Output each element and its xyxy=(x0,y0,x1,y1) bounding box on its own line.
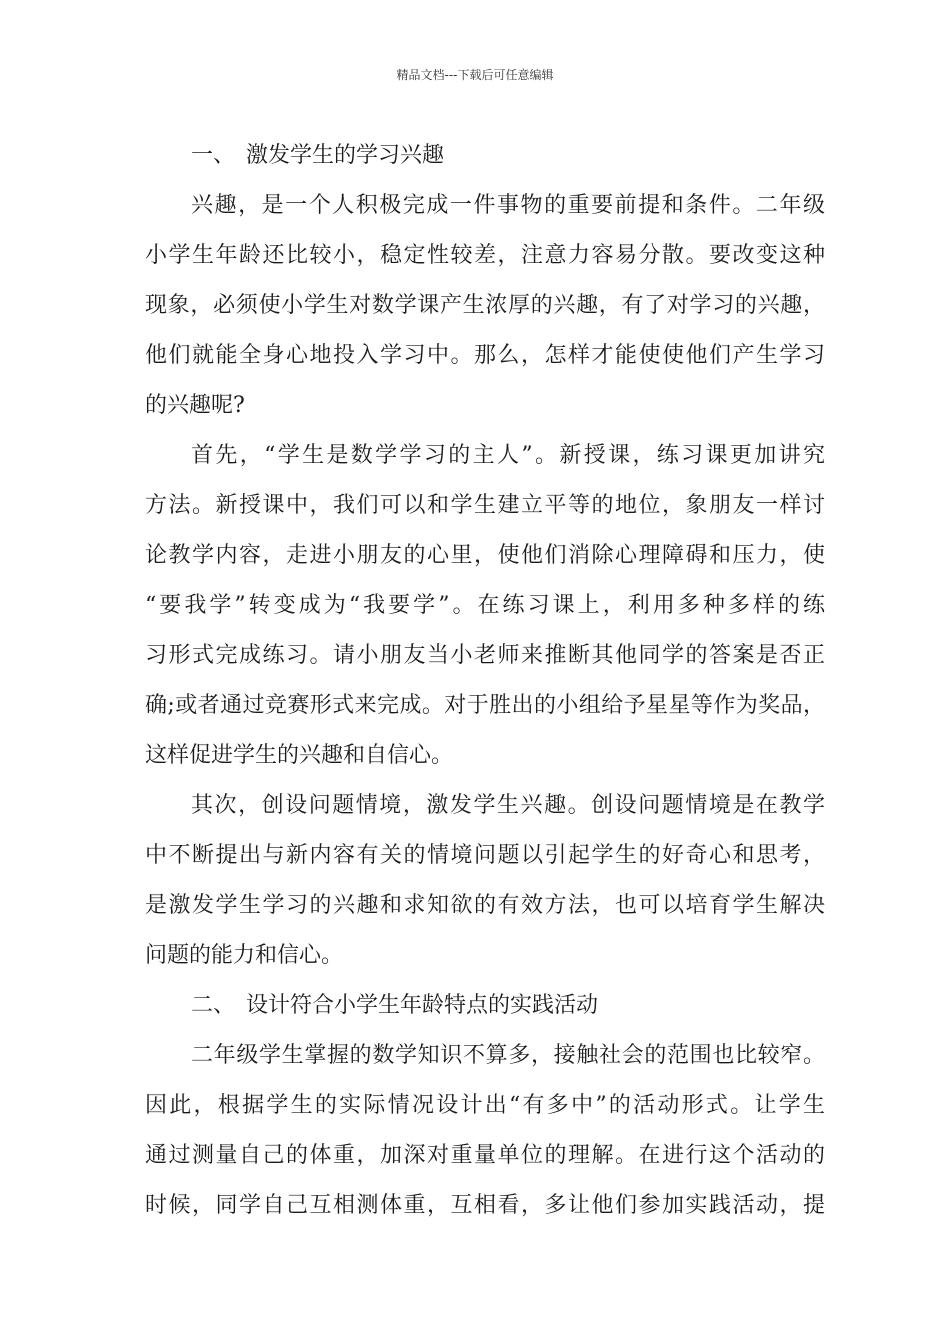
paragraph-line: 他们就能全身心地投入学习中。那么，怎样才能使使他们产生学习 xyxy=(145,343,825,368)
paragraph-line: 论教学内容，走进小朋友的心里，使他们消除心理障碍和压力，使 xyxy=(145,543,825,568)
paragraph-line: 首先，“学生是数学学习的主人”。新授课，练习课更加讲究 xyxy=(191,443,825,468)
paragraph-line: 中不断提出与新内容有关的情境问题以引起学生的好奇心和思考， xyxy=(145,843,825,868)
paragraph-line: 因此，根据学生的实际情况设计出“有多中”的活动形式。让学生 xyxy=(145,1093,825,1118)
section-heading xyxy=(145,131,825,181)
heading-number: 二、 xyxy=(191,993,236,1018)
paragraph-line: 通过测量自己的体重，加深对重量单位的理解。在进行这个活动的 xyxy=(145,1143,825,1168)
page-header: 精品文档---下载后可任意编辑 xyxy=(396,68,554,82)
paragraph-line: 时候，同学自己互相测体重，互相看，多让他们参加实践活动，提 xyxy=(145,1193,825,1218)
paragraph-line: 这样促进学生的兴趣和自信心。 xyxy=(145,743,454,768)
paragraph xyxy=(145,781,825,981)
document-body xyxy=(145,131,825,1231)
paragraph-line: 方法。新授课中，我们可以和学生建立平等的地位，象朋友一样讨 xyxy=(145,493,825,518)
paragraph-line: 的兴趣呢? xyxy=(145,393,245,418)
paragraph-line: 确;或者通过竞赛形式来完成。对于胜出的小组给予星星等作为奖品， xyxy=(145,693,825,718)
paragraph-line: 二年级学生掌握的数学知识不算多，接触社会的范围也比较窄。 xyxy=(191,1043,825,1068)
paragraph-line: 问题的能力和信心。 xyxy=(145,943,344,968)
paragraph xyxy=(145,431,825,781)
paragraph-line: “要我学”转变成为“我要学”。在练习课上，利用多种多样的练 xyxy=(145,593,825,618)
paragraph-line: 是激发学生学习的兴趣和求知欲的有效方法，也可以培育学生解决 xyxy=(145,893,825,918)
paragraph xyxy=(145,181,825,431)
heading-title: 激发学生的学习兴趣 xyxy=(246,143,445,168)
heading-title: 设计符合小学生年龄特点的实践活动 xyxy=(246,993,599,1018)
paragraph-line: 兴趣，是一个人积极完成一件事物的重要前提和条件。二年级 xyxy=(191,193,825,218)
paragraph xyxy=(145,1031,825,1231)
section-heading xyxy=(145,981,825,1031)
paragraph-line: 其次，创设问题情境，激发学生兴趣。创设问题情境是在教学 xyxy=(191,793,825,818)
paragraph-line: 习形式完成练习。请小朋友当小老师来推断其他同学的答案是否正 xyxy=(145,643,825,668)
paragraph-line: 现象，必须使小学生对数学课产生浓厚的兴趣，有了对学习的兴趣， xyxy=(145,293,825,318)
heading-number: 一、 xyxy=(191,143,236,168)
paragraph-line: 小学生年龄还比较小，稳定性较差，注意力容易分散。要改变这种 xyxy=(145,243,825,268)
